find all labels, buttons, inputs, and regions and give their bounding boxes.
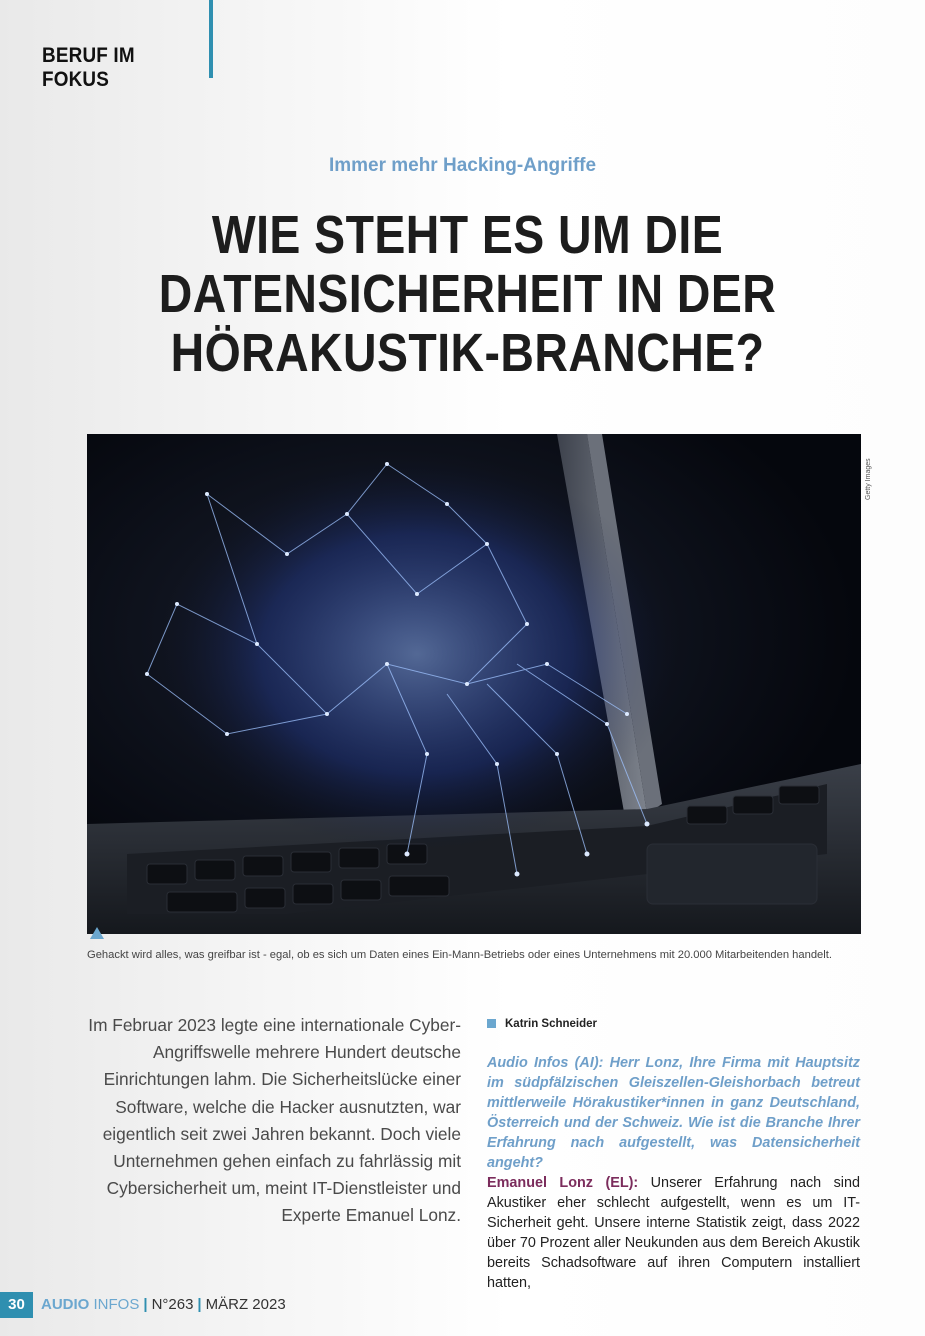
footer-separator: | xyxy=(197,1296,202,1313)
brand-infos: INFOS xyxy=(89,1296,140,1313)
page-footer xyxy=(0,1292,925,1320)
section-label: BERUF IM FOKUS xyxy=(42,44,135,91)
article-headline xyxy=(100,206,835,383)
author-byline xyxy=(487,1018,597,1030)
interview-answer xyxy=(487,1173,860,1293)
answer-speaker: Emanuel Lonz (EL): xyxy=(487,1175,639,1191)
section-accent-bar xyxy=(209,0,213,78)
article-kicker: Immer mehr Hacking-Angriffe xyxy=(328,155,597,176)
magazine-info xyxy=(41,1296,286,1313)
author-name: Katrin Schneider xyxy=(505,1018,598,1030)
interview-question: Audio Infos (AI): Herr Lonz, Ihre Firma mit Hauptsitz im südpfälzischen Gleiszellen-Gleishorbach betreut mittlerweile Hörakustiker*innen in ganz Deutschland, Österreich und der Schweiz. Wie ist die Branche Ihrer Erfahrung nach aufgestellt, was Datensicherheit angeht? xyxy=(487,1055,860,1171)
headline-line-2: DATENSICHERHEIT IN DER xyxy=(158,264,777,324)
brand-audio: AUDIO xyxy=(41,1296,90,1313)
answer-text: Unserer Erfahrung nach sind Akustiker eher schlecht aufgestellt, wenn es um IT-Sicherheit geht. Unsere interne Statistik zeigt, dass 2022 über 70 Prozent aller Neukunden aus dem Bereich Akustik bereits Schadsoftware auf ihren Computern installiert hatten, xyxy=(487,1175,860,1291)
headline-line-3: HÖRAKUSTIK-BRANCHE? xyxy=(170,323,765,383)
interview-body xyxy=(487,1053,860,1293)
issue-date: MÄRZ 2023 xyxy=(205,1296,286,1313)
photo-illustration xyxy=(87,434,861,934)
hacker-hand-laptop-photo xyxy=(87,434,861,934)
caption-marker-icon xyxy=(90,927,104,939)
headline-line-1: WIE STEHT ES UM DIE xyxy=(211,205,724,265)
article-intro: Im Februar 2023 legte eine internationale Cyber-Angriffswelle mehrere Hundert deutsche Einrichtungen lahm. Die Sicherheitslücke einer Software, welche die Hacker ausnutzten, war eigentlich seit zwei Jahren bekannt. Doch viele Unternehmen gehen einfach zu fahrlässig mit Cybersicherheit um, meint IT-Dienstleister und Experte Emanuel Lonz. xyxy=(88,1015,461,1226)
page-number: 30 xyxy=(0,1292,33,1318)
photo-caption: Gehackt wird alles, was greifbar ist - egal, ob es sich um Daten eines Ein-Mann-Betriebs oder eines Unternehmens mit 20.000 Mitarbeitenden handelt. xyxy=(87,949,832,961)
issue-number: N°263 xyxy=(151,1296,194,1313)
section-tag xyxy=(0,0,212,91)
square-bullet-icon xyxy=(487,1019,496,1028)
footer-separator: | xyxy=(143,1296,148,1313)
photo-credit: Getty Images xyxy=(865,458,872,500)
